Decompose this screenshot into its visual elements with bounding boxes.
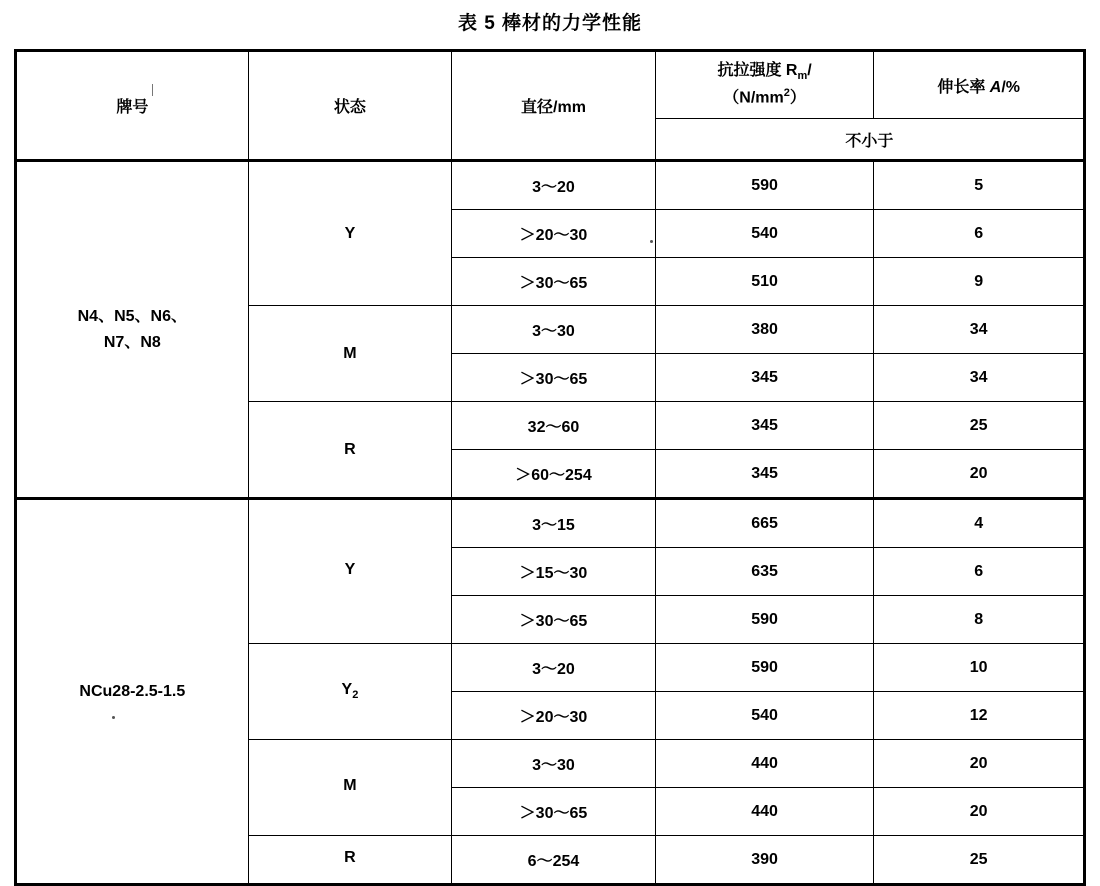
diameter-cell: ＞30～65 bbox=[452, 258, 656, 306]
diameter-cell: 6～254 bbox=[452, 836, 656, 885]
state-cell bbox=[248, 836, 452, 885]
tensile-cell: 510 bbox=[655, 258, 874, 306]
header-not-less-than: 不小于 bbox=[655, 119, 1084, 161]
mechanical-properties-table bbox=[14, 49, 1086, 886]
tensile-cell: 345 bbox=[655, 450, 874, 499]
header-tensile-unit-close: ） bbox=[789, 89, 806, 107]
state-subscript: 2 bbox=[352, 689, 359, 702]
grade-line-1: NCu28-2.5-1.5 bbox=[79, 682, 186, 700]
state-symbol: Y bbox=[341, 681, 353, 699]
header-elongation bbox=[874, 51, 1085, 119]
state-cell bbox=[248, 740, 452, 836]
elongation-cell: 34 bbox=[874, 306, 1085, 354]
state-symbol: Y bbox=[344, 561, 356, 579]
diameter-cell: ＞20～30 bbox=[452, 210, 656, 258]
scan-artifact-tick bbox=[152, 84, 153, 96]
elongation-cell: 20 bbox=[874, 450, 1085, 499]
tensile-cell: 540 bbox=[655, 210, 874, 258]
elongation-cell: 9 bbox=[874, 258, 1085, 306]
header-tensile-unit-open: （N/mm bbox=[723, 89, 784, 107]
state-cell: M bbox=[248, 306, 452, 402]
diameter-cell: ＞30～65 bbox=[452, 788, 656, 836]
header-elongation-symbol: A bbox=[989, 78, 1002, 96]
header-tensile-superscript: 2 bbox=[783, 87, 790, 100]
elongation-cell: 4 bbox=[874, 499, 1085, 548]
elongation-cell: 10 bbox=[874, 644, 1085, 692]
scan-artifact-dot bbox=[650, 240, 653, 243]
tensile-cell: 345 bbox=[655, 402, 874, 450]
scan-artifact-dot bbox=[112, 716, 115, 719]
grade-line-2: N7、N8 bbox=[103, 333, 161, 351]
header-state: 状态 bbox=[248, 51, 452, 161]
diameter-cell: 3～15 bbox=[452, 499, 656, 548]
elongation-cell: 20 bbox=[874, 740, 1085, 788]
tensile-cell: 540 bbox=[655, 692, 874, 740]
header-tensile-strength bbox=[655, 51, 874, 119]
elongation-cell: 6 bbox=[874, 548, 1085, 596]
grade-cell bbox=[16, 161, 249, 499]
elongation-cell: 6 bbox=[874, 210, 1085, 258]
tensile-cell: 390 bbox=[655, 836, 874, 885]
diameter-cell: ＞30～65 bbox=[452, 354, 656, 402]
elongation-cell: 12 bbox=[874, 692, 1085, 740]
tensile-cell: 590 bbox=[655, 596, 874, 644]
diameter-cell: 3～20 bbox=[452, 161, 656, 210]
elongation-cell: 25 bbox=[874, 836, 1085, 885]
elongation-cell: 25 bbox=[874, 402, 1085, 450]
tensile-cell: 635 bbox=[655, 548, 874, 596]
tensile-cell: 345 bbox=[655, 354, 874, 402]
state-cell: Y bbox=[248, 161, 452, 306]
grade-line-1: N4、N5、N6、 bbox=[77, 307, 187, 325]
table-row bbox=[16, 499, 1085, 548]
header-grade: 牌号 bbox=[16, 51, 249, 161]
diameter-cell: ＞15～30 bbox=[452, 548, 656, 596]
header-elongation-prefix: 伸长率 bbox=[937, 78, 990, 96]
diameter-cell: 3～20 bbox=[452, 644, 656, 692]
diameter-cell: 3～30 bbox=[452, 740, 656, 788]
tensile-cell: 440 bbox=[655, 740, 874, 788]
diameter-cell: 3～30 bbox=[452, 306, 656, 354]
tensile-cell: 380 bbox=[655, 306, 874, 354]
tensile-cell: 590 bbox=[655, 644, 874, 692]
diameter-cell: ＞60～254 bbox=[452, 450, 656, 499]
diameter-cell: 32～60 bbox=[452, 402, 656, 450]
header-elongation-unit: /% bbox=[1001, 78, 1021, 96]
table-header-row bbox=[16, 51, 1085, 119]
header-tensile-subscript: m bbox=[797, 70, 808, 83]
page-title: 表 5 棒材的力学性能 bbox=[457, 13, 643, 34]
header-tensile-slash: / bbox=[807, 62, 812, 80]
state-cell bbox=[248, 644, 452, 740]
state-cell bbox=[248, 499, 452, 644]
state-symbol: R bbox=[344, 849, 356, 867]
header-tensile-text: 抗拉强度 R bbox=[717, 62, 798, 80]
elongation-cell: 5 bbox=[874, 161, 1085, 210]
tensile-cell: 440 bbox=[655, 788, 874, 836]
tensile-cell: 590 bbox=[655, 161, 874, 210]
diameter-cell: ＞20～30 bbox=[452, 692, 656, 740]
header-diameter: 直径/mm bbox=[452, 51, 656, 161]
table-row bbox=[16, 161, 1085, 210]
tensile-cell: 665 bbox=[655, 499, 874, 548]
diameter-cell: ＞30～65 bbox=[452, 596, 656, 644]
elongation-cell: 8 bbox=[874, 596, 1085, 644]
grade-cell bbox=[16, 499, 249, 885]
state-cell: R bbox=[248, 402, 452, 499]
elongation-cell: 20 bbox=[874, 788, 1085, 836]
elongation-cell: 34 bbox=[874, 354, 1085, 402]
state-symbol: M bbox=[343, 777, 357, 795]
